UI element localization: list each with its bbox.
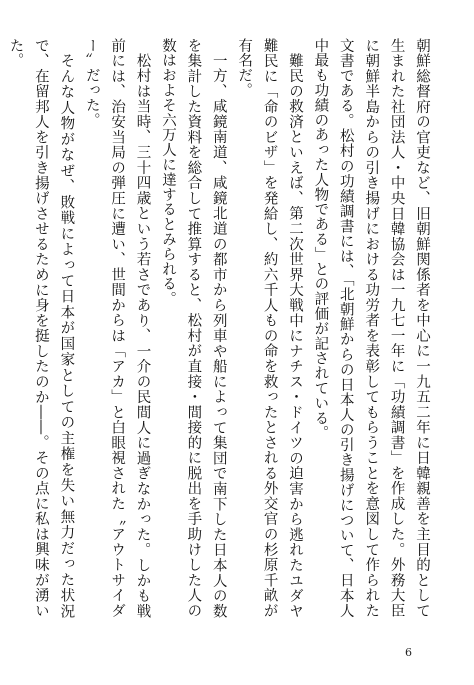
paragraph: 一方、咸鏡南道、咸鏡北道の都市から列車や船によって集団で南下した日本人の数を集計した資料を総合して推算すると、松村が直接・間接的に脱出を手助けした人の数はおよそ六万人に達するとみられる。 <box>159 38 227 618</box>
paragraph: そんな人物がなぜ、敗戦によって日本が国家としての主権を失い無力だった状況で、在留邦人を引き揚げさせるために身を挺したのか――。その点に私は興味が湧いた。 <box>7 38 75 618</box>
paragraph: 松村は当時、三十四歳という若さであり、一介の民間人に過ぎなかった。しかも戦前には、治安当局の弾圧に遭い、世間からは「アカ」と白眼視された〝アウトサイダー〟だった。 <box>83 38 151 618</box>
page-number: 6 <box>405 646 412 659</box>
paragraph: 難民の救済といえば、第二次世界大戦中にナチス・ドイツの迫害から逃れたユダヤ難民に「命のビザ」を発給し、約六千人もの命を救ったとされる外交官の杉原千畝が有名だ。 <box>236 38 303 618</box>
paragraph <box>0 38 2 618</box>
paragraph: 朝鮮総督府の官吏など、旧朝鮮関係者を中心に一九五二年に日韓親善を主目的として生まれた社団法人・中央日韓協会は一九七一年に「功績調書」を作成した。外務大臣に朝鮮半島からの引き揚げにおける功労者を表彰してもらうことを意図して作られた文書である。松村の功績調書には、「北朝鮮からの日本人の引き揚げについて、日本人中最も功績のあった人物である」との評価が記されている。 <box>312 38 430 618</box>
vertical-text-body <box>7 38 434 618</box>
